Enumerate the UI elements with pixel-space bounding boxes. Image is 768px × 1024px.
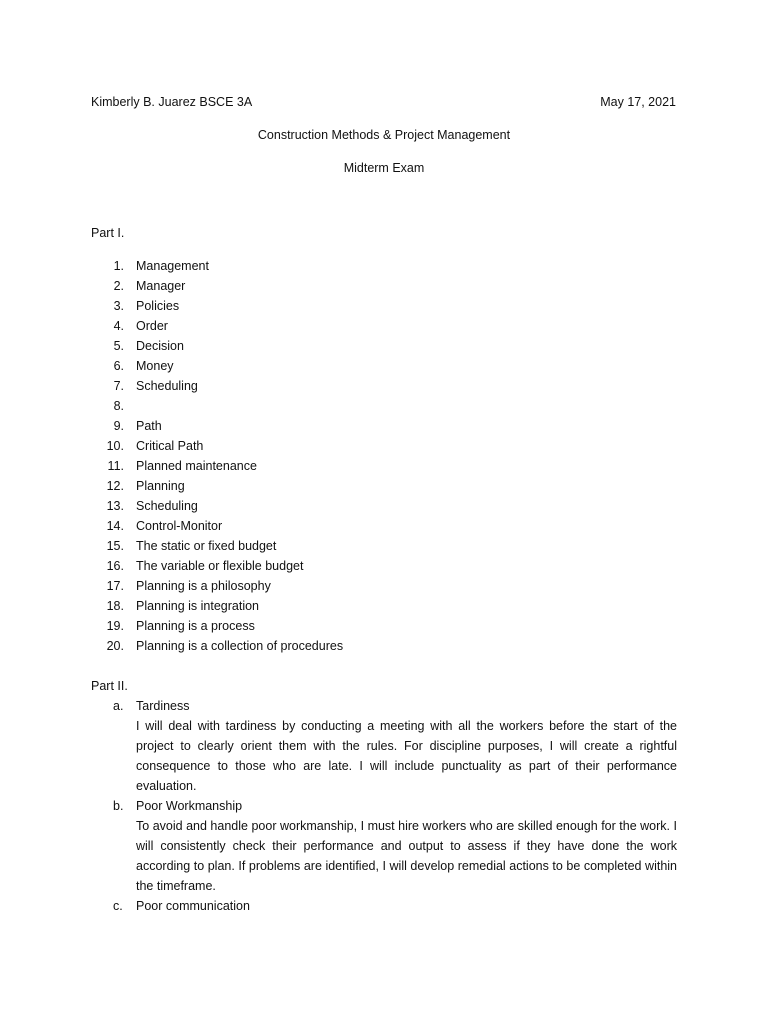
item-number: 10. — [106, 439, 124, 453]
item-answer: Policies — [136, 299, 180, 313]
student-name: Kimberly B. Juarez BSCE 3A — [91, 95, 253, 109]
item-answer: Management — [136, 259, 209, 273]
item-answer: The variable or flexible budget — [136, 559, 304, 573]
item-answer: Decision — [136, 339, 184, 353]
item-number: 15. — [106, 539, 124, 553]
item-answer: The static or fixed budget — [136, 539, 277, 553]
part-one-answer-list — [91, 256, 343, 656]
item-answer: Money — [136, 359, 174, 373]
item-answer: Manager — [136, 279, 186, 293]
list-item — [91, 516, 343, 536]
list-item — [91, 376, 343, 396]
item-title: Poor communication — [136, 899, 250, 913]
list-item — [91, 536, 343, 556]
item-letter: a. — [113, 699, 124, 713]
item-answer: Scheduling — [136, 499, 198, 513]
item-number: 4. — [113, 319, 124, 333]
item-number: 8. — [113, 399, 124, 413]
list-item — [91, 276, 343, 296]
item-number: 7. — [113, 379, 124, 393]
item-number: 20. — [106, 639, 124, 653]
item-number: 1. — [113, 259, 124, 273]
item-number: 18. — [106, 599, 124, 613]
item-answer: Scheduling — [136, 379, 198, 393]
item-number: 14. — [106, 519, 124, 533]
item-number: 5. — [113, 339, 124, 353]
item-answer: To avoid and handle poor workmanship, I must hire workers who are skilled enough for the work. I will consistently check their performance and output to assess if they have done the work according to plan. If problems are identified, I will develop remedial actions to be completed within the timeframe. — [136, 819, 677, 893]
item-answer: Planning is a collection of procedures — [136, 639, 344, 653]
item-number: 19. — [106, 619, 124, 633]
list-item — [91, 356, 343, 376]
item-letter: c. — [113, 899, 123, 913]
list-item — [91, 596, 343, 616]
item-answer: I will deal with tardiness by conducting a meeting with all the workers before the start of the project to clearly orient them with the rules. For discipline purposes, I will create a rightful consequence to those who are late. I will include punctuality as part of their performance evaluation. — [136, 719, 677, 793]
item-answer: Planning is a process — [136, 619, 255, 633]
exam-title: Midterm Exam — [343, 161, 425, 175]
list-item — [91, 616, 343, 636]
list-item — [91, 316, 343, 336]
course-title: Construction Methods & Project Management — [257, 128, 511, 142]
part-one-heading: Part I. — [91, 226, 125, 240]
item-number: 17. — [106, 579, 124, 593]
item-number: 6. — [113, 359, 124, 373]
list-item — [91, 296, 343, 316]
item-number: 11. — [107, 459, 124, 473]
item-letter: b. — [113, 799, 124, 813]
list-item — [91, 576, 343, 596]
item-answer: Planning — [136, 479, 185, 493]
item-answer: Planned maintenance — [136, 459, 257, 473]
list-item — [91, 436, 343, 456]
item-answer: Planning is a philosophy — [136, 579, 271, 593]
list-item — [91, 636, 343, 656]
part-two-heading: Part II. — [91, 679, 128, 693]
list-item — [91, 396, 343, 416]
list-item — [91, 416, 343, 436]
list-item — [91, 476, 343, 496]
item-answer: Control-Monitor — [136, 519, 223, 533]
item-number: 2. — [113, 279, 124, 293]
item-answer: Order — [136, 319, 168, 333]
item-answer: Planning is integration — [136, 599, 259, 613]
item-number: 12. — [106, 479, 124, 493]
document-date: May 17, 2021 — [600, 95, 676, 109]
list-item — [91, 256, 343, 276]
list-item — [91, 336, 343, 356]
item-number: 9. — [113, 419, 124, 433]
item-number: 16. — [106, 559, 124, 573]
item-number: 13. — [106, 499, 124, 513]
list-item — [91, 496, 343, 516]
list-item — [91, 556, 343, 576]
item-title: Tardiness — [136, 699, 190, 713]
item-answer: Critical Path — [136, 439, 204, 453]
list-item — [91, 456, 343, 476]
item-number: 3. — [113, 299, 124, 313]
item-answer: Path — [136, 419, 162, 433]
item-title: Poor Workmanship — [136, 799, 243, 813]
